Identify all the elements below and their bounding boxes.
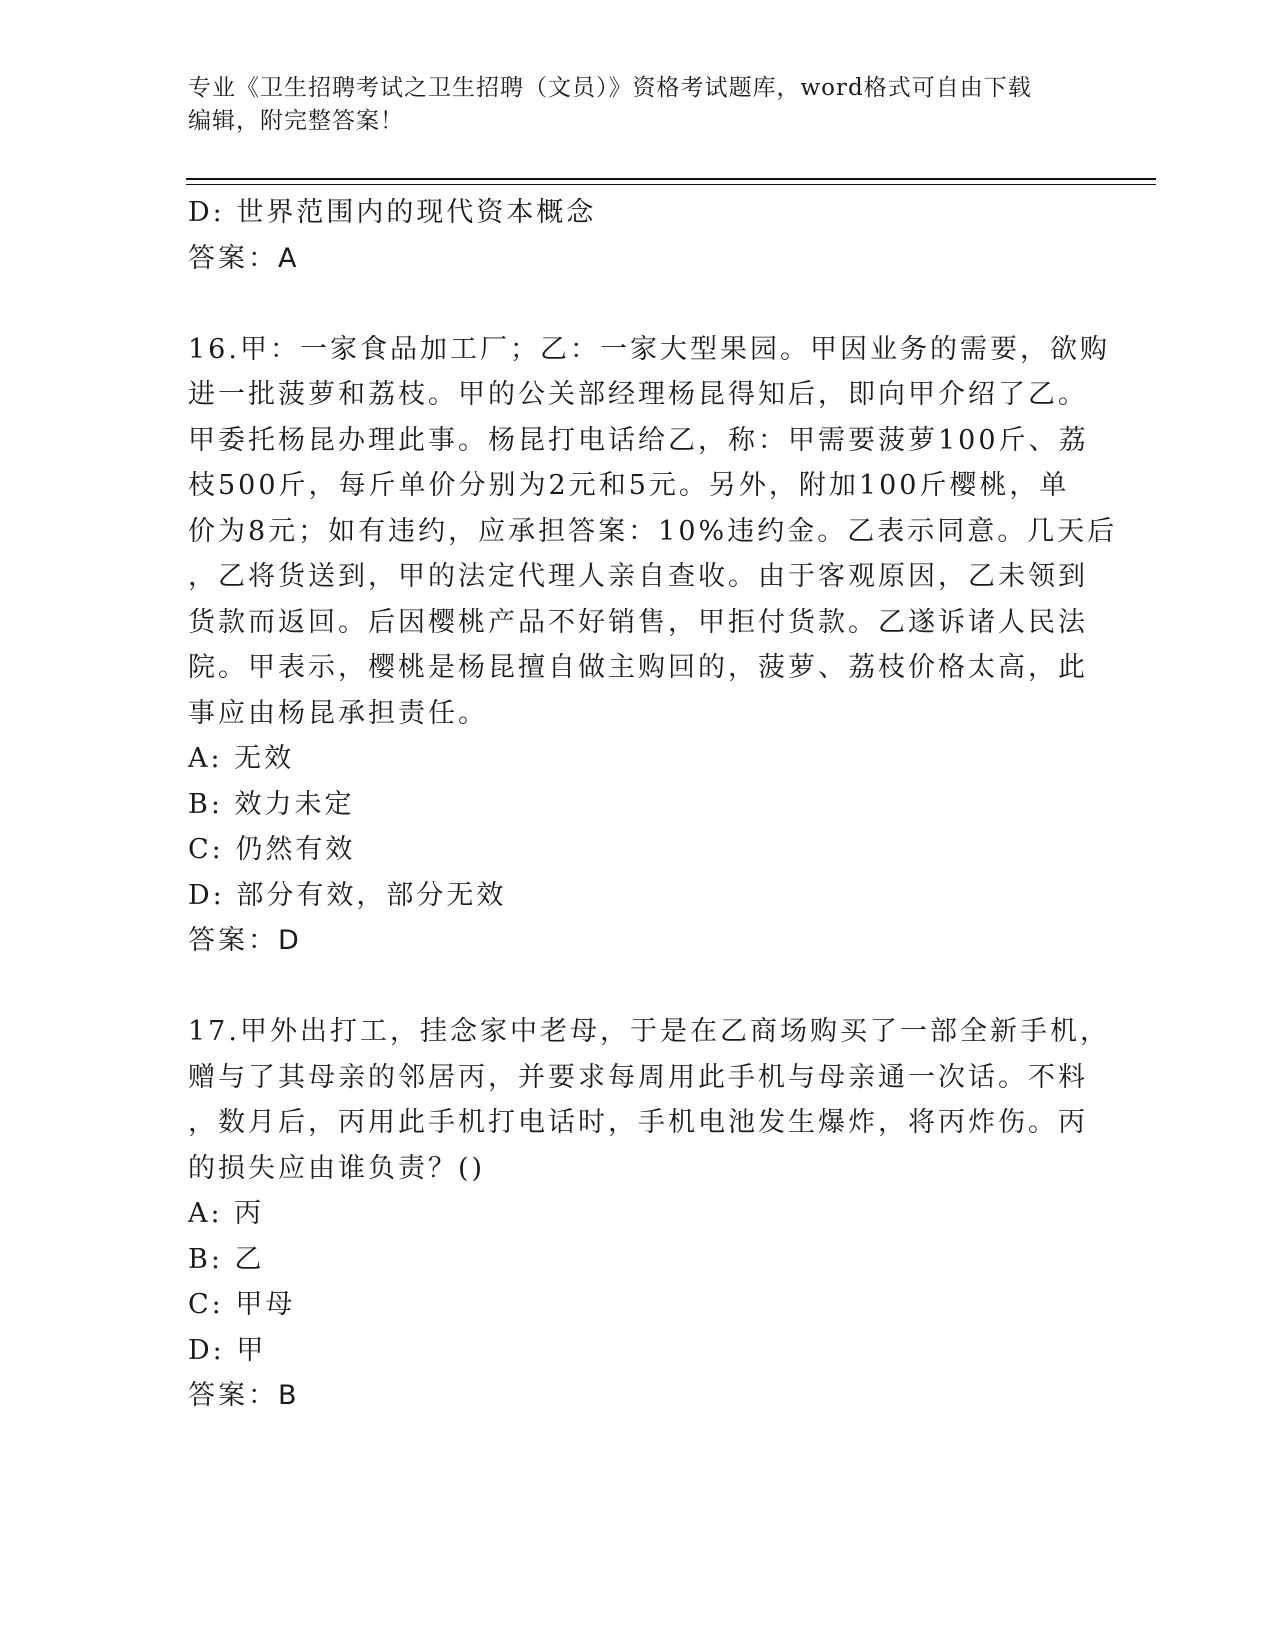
spacer bbox=[188, 964, 1088, 1010]
q17-line: ，数月后，丙用此手机打电话时，手机电池发生爆炸，将丙炸伤。丙 bbox=[188, 1107, 1088, 1138]
q16-line: 甲委托杨昆办理此事。杨昆打电话给乙，称：甲需要菠萝100斤、荔 bbox=[188, 424, 1089, 456]
q16-line: 事应由杨昆承担责任。 bbox=[188, 697, 488, 729]
header-line-1: 专业《卫生招聘考试之卫生招聘（文员）》资格考试题库，word格式可自由下载 bbox=[188, 75, 1032, 101]
header-rule-thin bbox=[186, 184, 1156, 185]
header-line-2: 编辑，附完整答案！ bbox=[188, 108, 404, 134]
q16-line: 货款而返回。后因樱桃产品不好销售，甲拒付货款。乙遂诉诸人民法 bbox=[188, 606, 1088, 638]
q17-option-b: B: 乙 bbox=[188, 1243, 265, 1275]
spacer bbox=[188, 281, 1088, 327]
q16-line: 院。甲表示，樱桃是杨昆擅自做主购回的，菠萝、荔枝价格太高，此 bbox=[188, 652, 1088, 683]
q17-line: 的损失应由谁负责？() bbox=[188, 1152, 486, 1184]
header-rule-thick bbox=[186, 178, 1156, 180]
page-content bbox=[188, 190, 1118, 1419]
q17-option-a: A: 丙 bbox=[188, 1198, 265, 1229]
prev-option-d: D: 世界范围内的现代资本概念 bbox=[188, 197, 597, 228]
question-17 bbox=[188, 1009, 1110, 1419]
q17-option-d: D: 甲 bbox=[188, 1334, 267, 1366]
q16-line: 16.甲：一家食品加工厂；乙：一家大型果园。甲因业务的需要，欲购 bbox=[188, 333, 1110, 365]
question-16 bbox=[188, 327, 1118, 964]
page-header bbox=[188, 72, 1088, 138]
q16-line: 价为8元；如有违约，应承担答案：10%违约金。乙表示同意。几天后 bbox=[188, 515, 1118, 547]
q17-answer: 答案：B bbox=[188, 1380, 300, 1411]
q16-option-d: D: 部分有效，部分无效 bbox=[188, 879, 507, 911]
q17-option-c: C: 甲母 bbox=[188, 1289, 296, 1320]
prev-answer: 答案：A bbox=[188, 242, 300, 274]
q17-line: 17.甲外出打工，挂念家中老母，于是在乙商场购买了一部全新手机， bbox=[188, 1016, 1110, 1047]
q16-option-c: C: 仍然有效 bbox=[188, 834, 356, 865]
q16-line: ，乙将货送到，甲的法定代理人亲自查收。由于客观原因，乙未领到 bbox=[188, 561, 1088, 592]
q16-option-a: A: 无效 bbox=[188, 743, 295, 774]
q16-option-b: B: 效力未定 bbox=[188, 788, 355, 820]
q17-line: 赠与了其母亲的邻居丙，并要求每周用此手机与母亲通一次话。不料 bbox=[188, 1061, 1088, 1093]
q16-line: 进一批菠萝和荔枝。甲的公关部经理杨昆得知后，即向甲介绍了乙。 bbox=[188, 379, 1088, 410]
q16-line: 枝500斤，每斤单价分别为2元和5元。另外，附加100斤樱桃，单 bbox=[188, 470, 1070, 501]
q16-answer: 答案：D bbox=[188, 925, 302, 956]
